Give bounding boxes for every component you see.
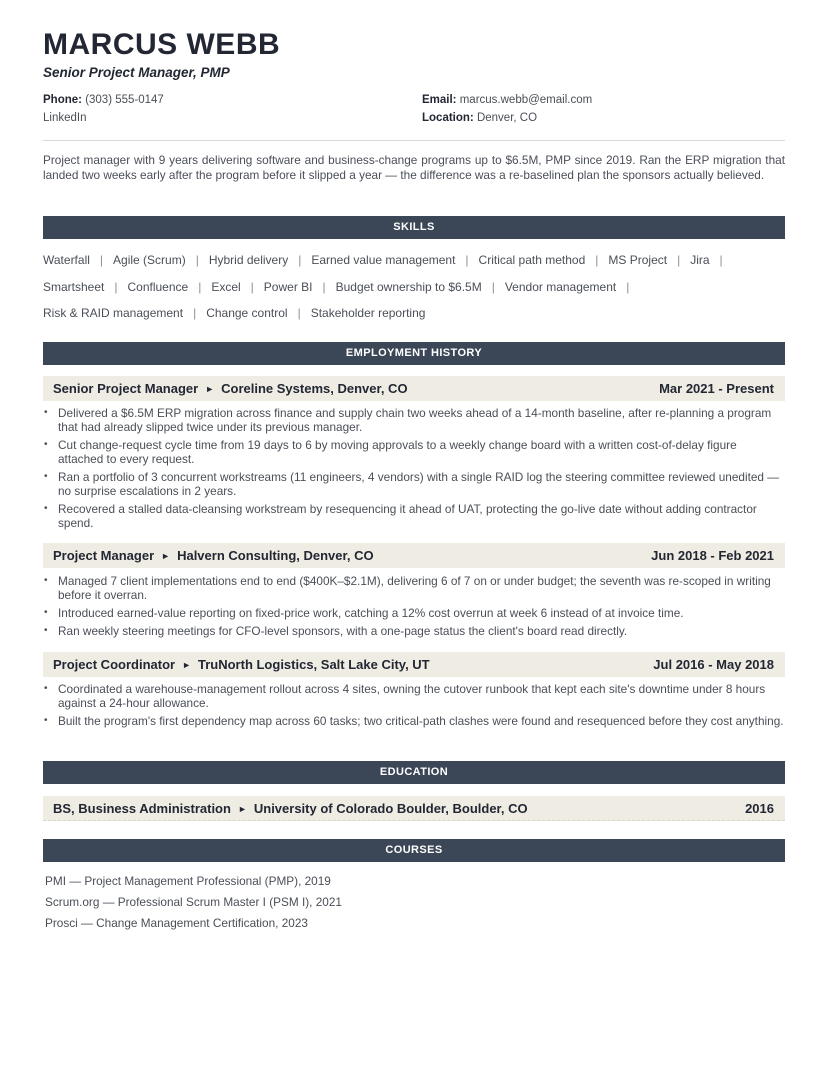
skill-item: MS Project	[608, 253, 668, 267]
arrow-right-icon: ►	[237, 804, 247, 814]
courses-list	[45, 873, 342, 936]
skills-line	[43, 303, 785, 330]
job-dates: Mar 2021 - Present	[659, 381, 774, 396]
candidate-name: MARCUS WEBB	[43, 28, 281, 61]
skill-item: Hybrid delivery	[208, 253, 289, 267]
skill-separator: |	[298, 253, 302, 267]
skill-separator: |	[677, 253, 681, 267]
course-item: Scrum.org — Professional Scrum Master I (PSM I), 2021	[45, 895, 342, 909]
job-company: Halvern Consulting, Denver, CO	[177, 548, 374, 563]
list-item: • Introduced earned-value reporting on fixed-price work, catching a 12% cost overrun at week 6 instead of at invoice time.	[43, 606, 785, 620]
course-item: Prosci — Change Management Certification, 2023	[45, 916, 308, 930]
skill-separator: |	[626, 279, 630, 294]
list-item: • Recovered a stalled data-cleansing workstream by resequencing it ahead of UAT, protecting the go-live date without adding contractor spend.	[43, 502, 785, 530]
list-item: • Built the program's first dependency map across 60 tasks; two critical-path clashes were found and resequenced before they cost anything.	[43, 714, 785, 728]
skill-separator: |	[114, 279, 118, 294]
skill-separator: |	[198, 279, 202, 294]
section-header-education: EDUCATION	[43, 761, 785, 784]
skill-item: Earned value management	[311, 253, 456, 267]
skill-item: Jira	[690, 253, 710, 267]
job-role: Senior Project Manager	[53, 381, 199, 396]
job-role: Project Manager	[53, 548, 155, 563]
job-bullets	[43, 574, 785, 642]
section-header-courses: COURSES	[43, 839, 785, 862]
candidate-title: Senior Project Manager, PMP	[43, 65, 230, 80]
email-value[interactable]: marcus.webb@email.com	[459, 94, 593, 106]
arrow-right-icon: ►	[161, 551, 171, 561]
job-header	[43, 543, 785, 568]
list-item: • Cut change-request cycle time from 19 days to 6 by moving approvals to a weekly change board with a written cost-of-delay figure attached to every request.	[43, 438, 785, 466]
education-degree: BS, Business Administration	[53, 801, 231, 816]
job-header	[43, 376, 785, 401]
skill-item: Budget ownership to $6.5M	[335, 279, 482, 294]
job-bullets	[43, 406, 785, 534]
skill-item: Power BI	[263, 279, 313, 294]
skill-item: Critical path method	[478, 253, 586, 267]
skill-separator: |	[719, 253, 723, 267]
skill-separator: |	[195, 253, 199, 267]
professional-summary: Project manager with 9 years delivering software and business-change programs up to $6.5M, PMP since 2019. Ran the ERP migration that landed two weeks early after the program before it slipped a year — the difference was a re-baselined plan the sponsors actually believed.	[43, 153, 785, 182]
skill-item: Agile (Scrum)	[113, 253, 186, 267]
email-label: Email:	[422, 94, 457, 106]
section-header-skills: SKILLS	[43, 216, 785, 239]
job-bullets	[43, 682, 785, 732]
skill-separator: |	[193, 306, 197, 320]
section-header-employment: EMPLOYMENT HISTORY	[43, 342, 785, 365]
phone-label: Phone:	[43, 94, 82, 106]
arrow-right-icon: ►	[205, 384, 215, 394]
job-company: Coreline Systems, Denver, CO	[221, 381, 408, 396]
arrow-right-icon: ►	[182, 660, 191, 670]
skill-separator: |	[322, 279, 326, 294]
list-item: • Ran weekly steering meetings for CFO-level sponsors, with a one-page status the client's board read directly.	[43, 624, 785, 638]
job-header	[43, 652, 785, 677]
list-item: • Ran a portfolio of 3 concurrent workstreams (11 engineers, 4 vendors) with a single RAID log the steering committee reviewed unedited — no surprise escalations in 2 years.	[43, 470, 785, 498]
header-divider	[43, 140, 785, 141]
job-dates: Jun 2018 - Feb 2021	[651, 548, 774, 563]
skill-item: Stakeholder reporting	[310, 306, 426, 320]
linkedin-link[interactable]: LinkedIn	[43, 112, 87, 124]
skill-item: Change control	[206, 306, 288, 320]
skills-list	[43, 250, 785, 330]
skill-separator: |	[595, 253, 599, 267]
skill-separator: |	[465, 253, 469, 267]
location-value: Denver, CO	[476, 112, 538, 124]
job-dates: Jul 2016 - May 2018	[653, 657, 774, 672]
education-entry	[43, 796, 785, 821]
skill-separator: |	[491, 279, 495, 294]
course-item: PMI — Project Management Professional (PMP), 2019	[45, 874, 331, 888]
list-item: • Managed 7 client implementations end to end ($400K–$2.1M), delivering 6 of 7 on or under budget; the seventh was re-scoped in writing before it overran.	[43, 574, 785, 602]
education-school: University of Colorado Boulder, Boulder, CO	[253, 801, 528, 816]
skill-separator: |	[297, 306, 301, 320]
skills-line	[43, 250, 785, 277]
skills-line	[43, 277, 785, 304]
phone-value: (303) 555-0147	[85, 94, 164, 106]
skill-separator: |	[99, 253, 104, 267]
list-item: • Coordinated a warehouse-management rollout across 4 sites, owning the cutover runbook that kept each site's downtime under 8 hours against a 24-hour allowance.	[43, 682, 785, 710]
list-item: • Delivered a $6.5M ERP migration across finance and supply chain two weeks ahead of a 14-month baseline, after re-planning a program that had already slipped twice under its previous manager.	[43, 406, 785, 434]
job-company: TruNorth Logistics, Salt Lake City, UT	[198, 657, 430, 672]
skill-separator: |	[250, 279, 254, 294]
skill-item: Vendor management	[504, 279, 617, 294]
skill-item: Excel	[211, 279, 241, 294]
skill-item: Waterfall	[43, 253, 90, 267]
job-role: Project Coordinator	[53, 657, 176, 672]
education-year: 2016	[745, 801, 774, 816]
location-label: Location:	[422, 112, 474, 124]
skill-item: Smartsheet	[43, 279, 105, 294]
skill-item: Risk & RAID management	[43, 306, 184, 320]
skill-item: Confluence	[127, 279, 189, 294]
